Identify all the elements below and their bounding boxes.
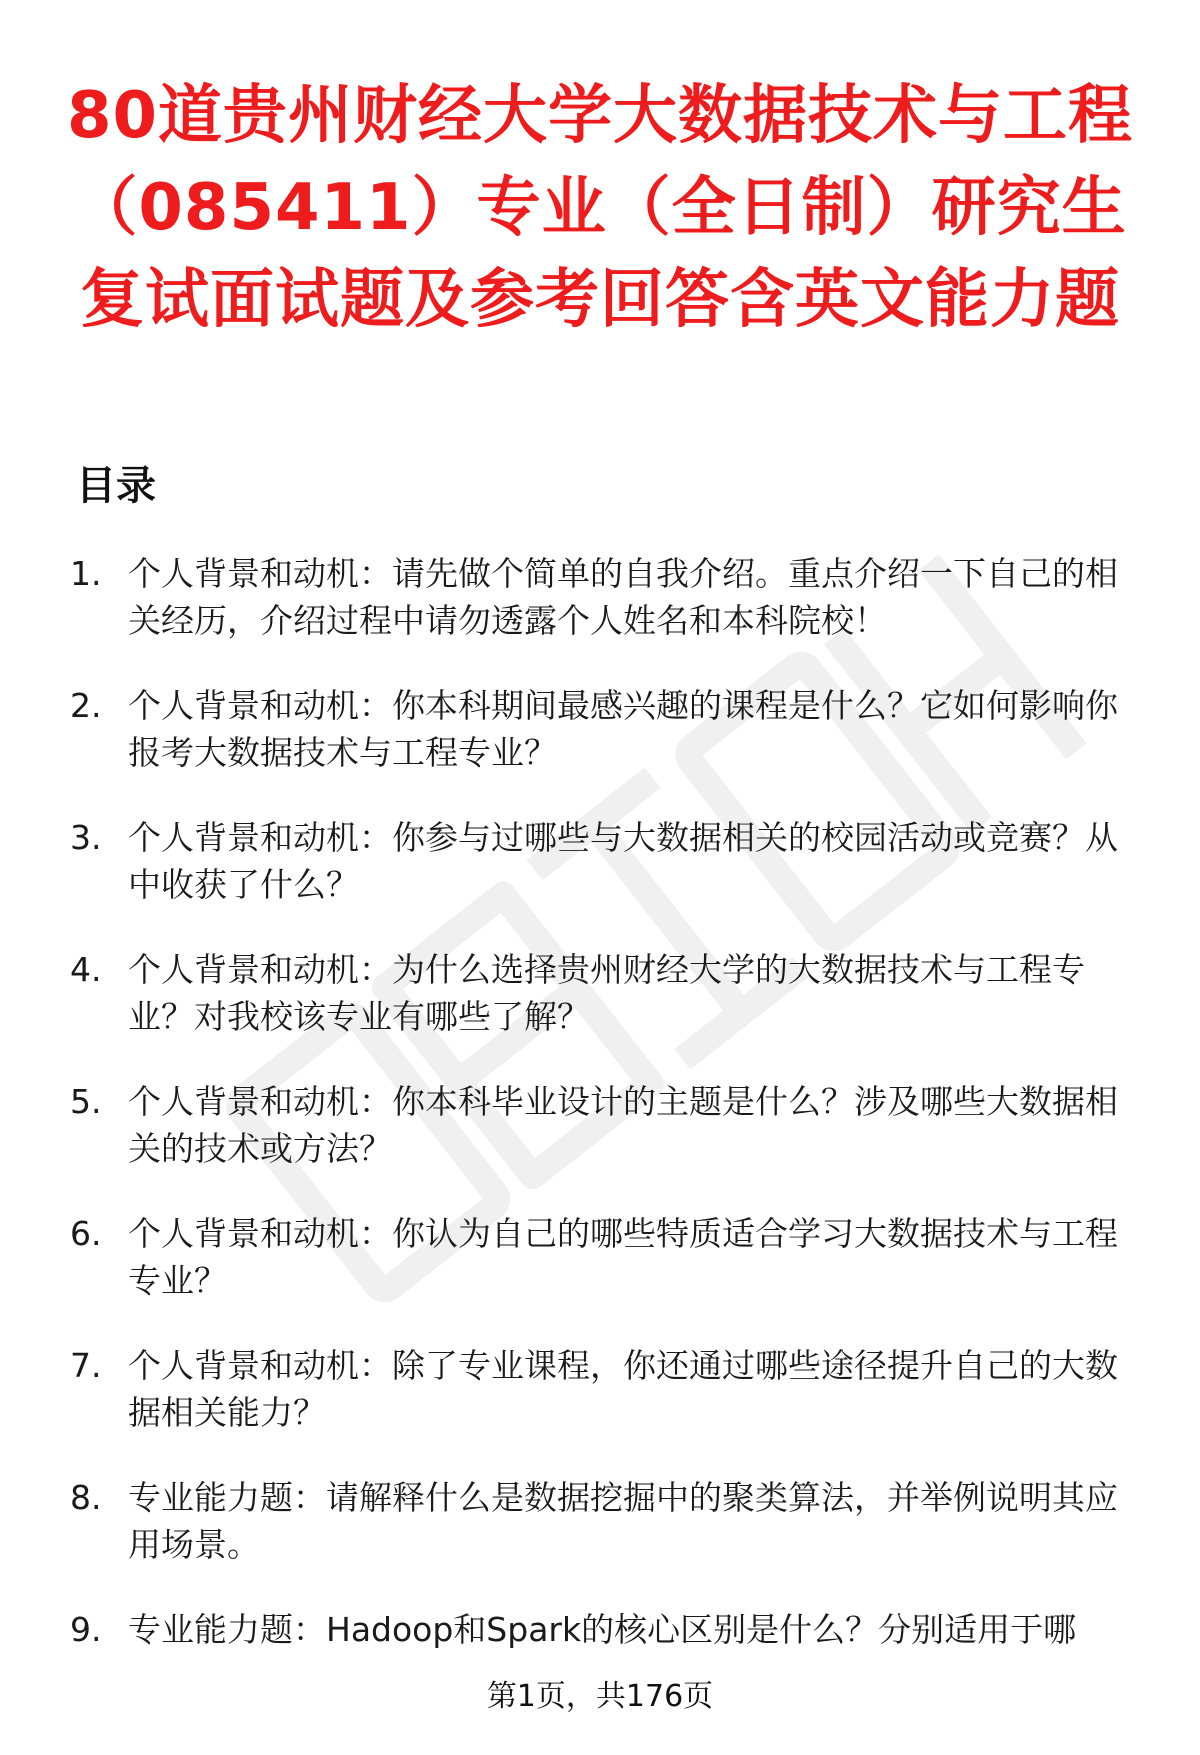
toc-item-number: 5. (70, 1082, 102, 1121)
toc-item-text: 个人背景和动机：请先做个简单的自我介绍。重点介绍一下自己的相关经历，介绍过程中请勿透露个人姓名和本科院校！ (128, 554, 1118, 640)
toc-item-7 (70, 1342, 1140, 1474)
toc-item-6 (70, 1210, 1140, 1342)
toc-item-number: 2. (70, 686, 102, 725)
toc-item-number: 4. (70, 950, 102, 989)
toc-item-number: 9. (70, 1610, 102, 1649)
toc-list (70, 550, 1140, 1738)
toc-item-text: 个人背景和动机：你本科期间最感兴趣的课程是什么？它如何影响你报考大数据技术与工程专业？ (128, 686, 1118, 772)
toc-item-text: 个人背景和动机：为什么选择贵州财经大学的大数据技术与工程专业？对我校该专业有哪些了解？ (128, 950, 1085, 1036)
toc-heading: 目录 (76, 463, 156, 509)
toc-item-number: 3. (70, 818, 102, 857)
toc-item-1 (70, 550, 1140, 682)
toc-item-number: 8. (70, 1478, 102, 1517)
toc-item-2 (70, 682, 1140, 814)
toc-item-5 (70, 1078, 1140, 1210)
toc-item-4 (70, 946, 1140, 1078)
toc-item-number: 7. (70, 1346, 102, 1385)
page-footer: 第1页，共176页 (486, 1679, 714, 1714)
toc-item-number: 1. (70, 554, 102, 593)
toc-item-text: 个人背景和动机：除了专业课程，你还通过哪些途径提升自己的大数据相关能力？ (128, 1346, 1118, 1432)
toc-item-number: 6. (70, 1214, 102, 1253)
toc-item-8 (70, 1474, 1140, 1606)
toc-item-text: 个人背景和动机：你参与过哪些与大数据相关的校园活动或竞赛？从中收获了什么？ (128, 818, 1118, 904)
toc-item-3 (70, 814, 1140, 946)
toc-item-text: 个人背景和动机：你认为自己的哪些特质适合学习大数据技术与工程专业？ (128, 1214, 1118, 1300)
toc-item-text: 个人背景和动机：你本科毕业设计的主题是什么？涉及哪些大数据相关的技术或方法？ (128, 1082, 1118, 1168)
toc-item-text: 专业能力题：请解释什么是数据挖掘中的聚类算法，并举例说明其应用场景。 (128, 1478, 1118, 1564)
document-title: 80道贵州财经大学大数据技术与工程（085411）专业（全日制）研究生复试面试题及参考回答含英文能力题 (66, 79, 1134, 337)
toc-item-text: 专业能力题：Hadoop和Spark的核心区别是什么？分别适用于哪 (128, 1610, 1077, 1649)
